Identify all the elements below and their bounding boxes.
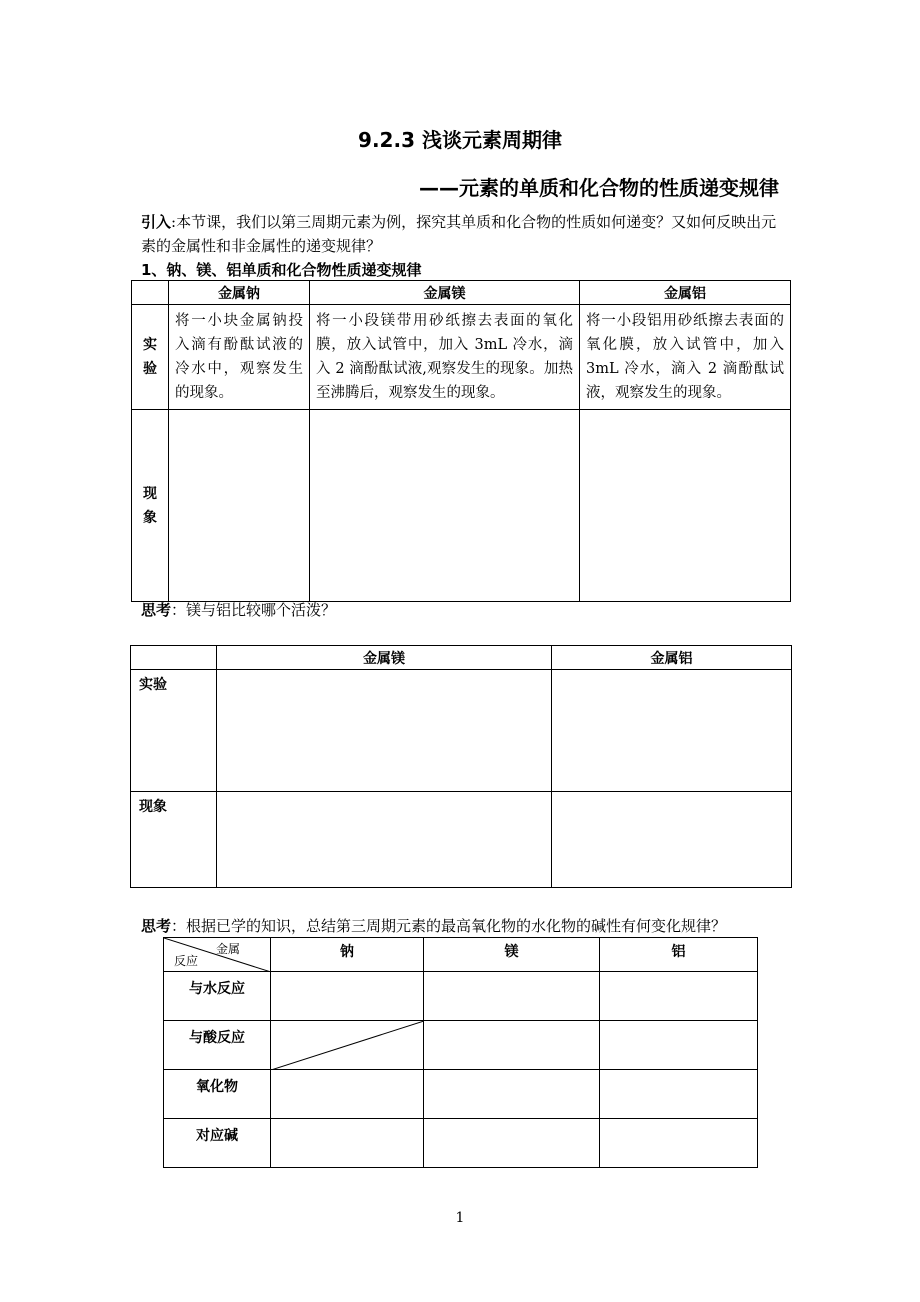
page-number: 1 [455, 1210, 465, 1226]
table3-header-row [164, 938, 758, 972]
table1-header-aluminum: 金属铝 [580, 281, 791, 305]
table3-row-acid [164, 1021, 758, 1070]
table-sodium-magnesium-aluminum [131, 280, 791, 602]
table3-base-aluminum[interactable] [600, 1119, 758, 1168]
table1-aluminum-phenomenon[interactable] [580, 410, 791, 602]
table1-experiment-row [132, 305, 791, 410]
table1-header-row [132, 281, 791, 305]
table2-aluminum-phenomenon[interactable] [552, 792, 792, 888]
intro-paragraph [141, 210, 781, 258]
table2-header-row [131, 646, 792, 670]
table3-row-label-oxide: 氧化物 [164, 1070, 271, 1119]
page-subtitle: ——元素的单质和化合物的性质递变规律 [419, 176, 779, 200]
table2-header-magnesium: 金属镁 [217, 646, 552, 670]
section1-heading: 1、钠、镁、铝单质和化合物性质递变规律 [141, 261, 422, 279]
table2-experiment-row [131, 670, 792, 792]
table3-row-oxide [164, 1070, 758, 1119]
table3-oxide-aluminum[interactable] [600, 1070, 758, 1119]
think1-label: 思考 [141, 601, 172, 619]
table1-header-sodium: 金属钠 [169, 281, 310, 305]
table3-acid-sodium [271, 1021, 424, 1070]
table3-oxide-magnesium[interactable] [424, 1070, 600, 1119]
table2-phenomenon-row [131, 792, 792, 888]
intro-label: 引入 [141, 213, 172, 231]
table2-phenomenon-label: 现象 [131, 792, 217, 888]
table1-aluminum-experiment: 将一小段铝用砂纸擦去表面的氧化膜，放入试管中，加入 3mL 冷水，滴入 2 滴酚酞试液，观察发生的现象。 [580, 305, 791, 410]
table1-header-magnesium: 金属镁 [310, 281, 580, 305]
table2-experiment-label: 实验 [131, 670, 217, 792]
table2-header-aluminum: 金属铝 [552, 646, 792, 670]
table3-oxide-sodium[interactable] [271, 1070, 424, 1119]
table3-corner [164, 938, 271, 972]
table2-corner [131, 646, 217, 670]
table2-aluminum-experiment[interactable] [552, 670, 792, 792]
table-magnesium-aluminum [130, 645, 792, 888]
table3-water-sodium[interactable] [271, 972, 424, 1021]
table1-sodium-experiment: 将一小块金属钠投入滴有酚酞试液的冷水中，观察发生的现象。 [169, 305, 310, 410]
table3-header-magnesium: 镁 [424, 938, 600, 972]
table1-magnesium-phenomenon[interactable] [310, 410, 580, 602]
table3-row-label-water: 与水反应 [164, 972, 271, 1021]
think2-paragraph [141, 914, 781, 938]
table1-phenomenon-row [132, 410, 791, 602]
table3-row-label-base: 对应碱 [164, 1119, 271, 1168]
table3-acid-aluminum[interactable] [600, 1021, 758, 1070]
table3-header-sodium: 钠 [271, 938, 424, 972]
table2-magnesium-phenomenon[interactable] [217, 792, 552, 888]
table3-water-aluminum[interactable] [600, 972, 758, 1021]
table3-water-magnesium[interactable] [424, 972, 600, 1021]
table1-sodium-phenomenon[interactable] [169, 410, 310, 602]
table3-header-aluminum: 铝 [600, 938, 758, 972]
table3-corner-bottom: 反应 [174, 954, 199, 968]
think1-paragraph [141, 598, 781, 622]
table3-base-sodium[interactable] [271, 1119, 424, 1168]
table3-base-magnesium[interactable] [424, 1119, 600, 1168]
table-reactions [163, 937, 758, 1168]
acid-sodium-strike-line [271, 1021, 424, 1070]
table3-row-label-acid: 与酸反应 [164, 1021, 271, 1070]
table3-acid-magnesium[interactable] [424, 1021, 600, 1070]
table1-magnesium-experiment: 将一小段镁带用砂纸擦去表面的氧化膜，放入试管中，加入 3mL 冷水，滴入 2 滴酚酞试液,观察发生的现象。加热至沸腾后，观察发生的现象。 [310, 305, 580, 410]
think1-text: ：镁与铝比较哪个活泼？ [171, 601, 337, 619]
table1-corner [132, 281, 169, 305]
intro-text: :本节课，我们以第三周期元素为例，探究其单质和化合物的性质如何递变？又如何反映出元素的金属性和非金属性的递变规律？ [141, 213, 777, 255]
table2-magnesium-experiment[interactable] [217, 670, 552, 792]
think2-label: 思考 [141, 917, 172, 935]
table3-row-water [164, 972, 758, 1021]
table1-phenomenon-label: 现象 [132, 410, 169, 602]
table1-experiment-label: 实验 [132, 305, 169, 410]
table3-row-base [164, 1119, 758, 1168]
page-title: 9.2.3 浅谈元素周期律 [358, 128, 562, 152]
table3-corner-top: 金属 [215, 942, 240, 956]
think2-text: ：根据已学的知识，总结第三周期元素的最高氧化物的水化物的碱性有何变化规律？ [171, 917, 727, 935]
